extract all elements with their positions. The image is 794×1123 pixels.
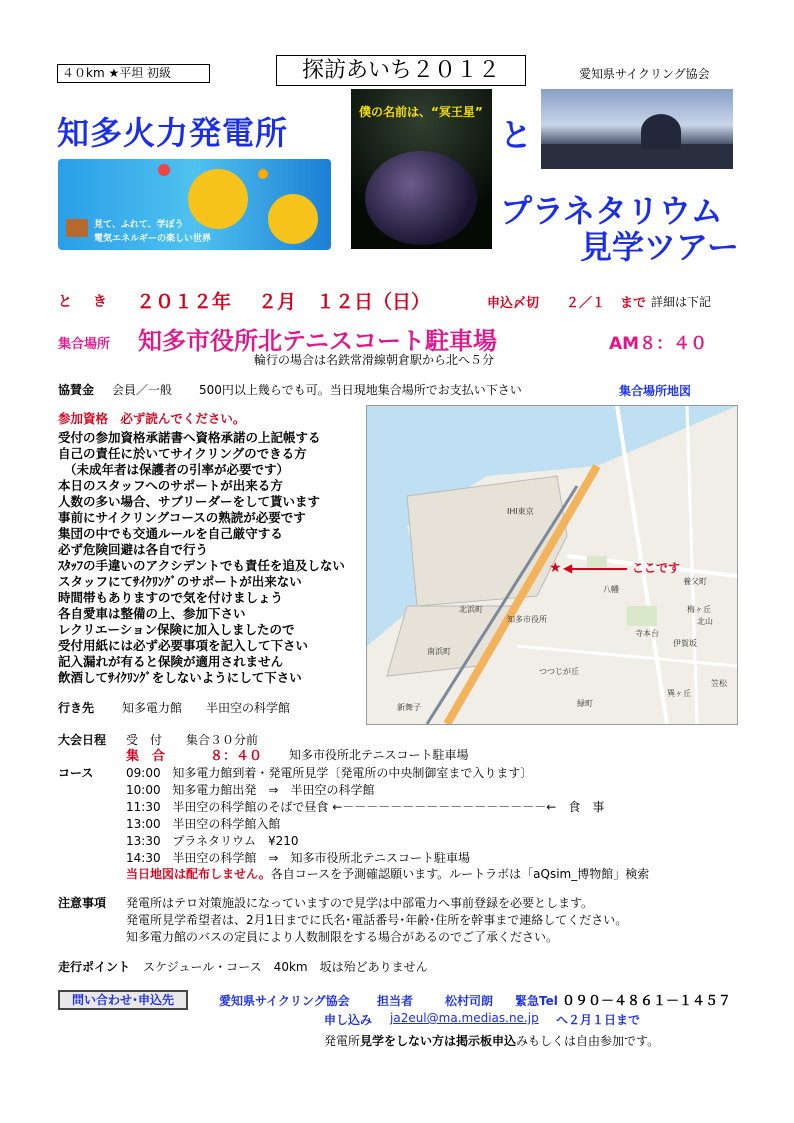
schedule-text: 知多電力館出発 ⇒ 半田空の科学館 bbox=[172, 783, 375, 797]
map-label: 南浜町 bbox=[427, 647, 451, 656]
rule-item: 自己の責任に於いてサイクリングのできる方 bbox=[58, 446, 307, 461]
footer-note bbox=[324, 1032, 659, 1049]
arrow-head-icon: ◀ bbox=[563, 561, 573, 575]
rule-item: 人数の多い場合、サブリーダーをして貰います bbox=[58, 494, 321, 509]
map-label: 巽ヶ丘 bbox=[667, 689, 691, 698]
gather-time: ８：４０ bbox=[210, 749, 263, 764]
deadline-detail: 詳細は下記 bbox=[651, 295, 712, 309]
rule-item: 飲酒してｻｲｸﾘﾝｸﾞをしないようにして下さい bbox=[58, 670, 302, 685]
course-label: コース bbox=[58, 766, 94, 780]
destination-text: 知多電力館 半田空の科学館 bbox=[122, 701, 291, 715]
schedule-time: 09:00 bbox=[126, 766, 161, 780]
contact-tel: ０９０－４８６１－１４５７ bbox=[562, 994, 732, 1009]
schedule-reception: 受 付 集合３０分前 bbox=[126, 733, 259, 747]
schedule-row bbox=[126, 781, 374, 798]
meeting-note: 輪行の場合は名鉄常滑線朝倉駅から北へ５分 bbox=[254, 353, 495, 367]
footer-text: 発電所 bbox=[324, 1034, 361, 1048]
series-title: 探訪あいち２０１２ bbox=[276, 55, 526, 86]
notes-label: 注意事項 bbox=[58, 896, 107, 910]
rule-item: 集団の中でも交通ルールを自己厳守する bbox=[58, 526, 283, 541]
date-day: １２日（日） bbox=[316, 291, 431, 313]
schedule-row bbox=[126, 764, 532, 781]
schedule-text: 半田空の科学館入館 bbox=[172, 817, 281, 831]
deadline-date: ２／１ bbox=[566, 296, 606, 311]
map-label: 伊賀坂 bbox=[673, 639, 697, 648]
rule-item: 受付用紙には必ず必要事項を記入して下さい bbox=[58, 638, 309, 653]
notes-line: 知多電力館のバスの定員により人数制限をする場合があるのでご了承ください。 bbox=[126, 930, 559, 944]
map-label: 梅ヶ丘 bbox=[687, 605, 711, 614]
rules-heading: 参加資格 bbox=[58, 411, 109, 426]
meeting-label: 集合場所 bbox=[58, 337, 111, 352]
banner-caption: 電気エネルギーの楽しい世界 bbox=[94, 234, 212, 244]
map-label: 新舞子 bbox=[397, 703, 421, 712]
deadline-until: まで bbox=[620, 296, 647, 311]
course-tag: ４０km ★平坦 初級 bbox=[57, 64, 210, 83]
rule-item: レクリエーション保険に加入しましたので bbox=[58, 622, 295, 637]
contact-person-label: 担当者 bbox=[377, 994, 414, 1008]
map-notice-warning: 当日地図は配布しません。 bbox=[126, 867, 271, 881]
rule-item: 必ず危険回避は各自で行う bbox=[58, 542, 209, 557]
marker-arrow bbox=[567, 568, 627, 570]
notes-line: 発電所はテロ対策施設になっていますので見学は中部電力へ事前登録を必要とします。 bbox=[126, 896, 594, 910]
schedule-row bbox=[126, 832, 298, 849]
map-label: 八幡 bbox=[603, 585, 619, 594]
schedule-time: 13:00 bbox=[126, 817, 161, 831]
mascot-shape bbox=[188, 169, 248, 229]
map-label: 北山 bbox=[697, 617, 713, 626]
contact-org: 愛知県サイクリング協会 bbox=[219, 994, 350, 1008]
destination-label: 行き先 bbox=[58, 701, 95, 715]
notes-line: 発電所見学希望者は、2月1日までに氏名･電話番号･年齢･住所を幹事まで連絡してください。 bbox=[126, 913, 628, 927]
footer-text-bold: 見学をしない方は掲示板申込 bbox=[360, 1034, 517, 1048]
schedule-text: プラネタリウム ¥210 bbox=[172, 834, 299, 848]
map-label: 知多市役所 bbox=[507, 615, 547, 624]
apply-deadline: へ２月１日まで bbox=[556, 1013, 641, 1027]
schedule-time: 13:30 bbox=[126, 834, 161, 848]
gather-label: 集 合 bbox=[126, 749, 166, 764]
schedule-row bbox=[126, 798, 604, 815]
rule-item: スタッフにてｻｲｸﾘﾝｸﾞのサポートが出来ない bbox=[58, 574, 302, 589]
rule-item: （未成年者は保護者の引率が必要です） bbox=[64, 462, 290, 477]
pluto-image bbox=[351, 89, 492, 249]
fee-text: 会員／一般 bbox=[112, 383, 173, 397]
schedule-time: 14:30 bbox=[126, 851, 161, 865]
map-label: IHI東京 bbox=[507, 507, 534, 516]
map-notice bbox=[126, 865, 649, 882]
title-connector: と bbox=[500, 116, 533, 154]
points-text: スケジュール・コース 40km 坂は殆どありません bbox=[143, 960, 428, 974]
date-year: ２０１２年 bbox=[136, 291, 232, 313]
main-title-right-2: 見学ツアー bbox=[580, 228, 740, 266]
banner-caption: 見て、ふれて、学ぼう bbox=[94, 220, 184, 230]
schedule-time: 11:30 bbox=[126, 800, 161, 814]
rule-item: 各自愛車は整備の上、参加下さい bbox=[58, 606, 246, 621]
contact-person: 松村司朗 bbox=[445, 994, 494, 1008]
fee-label: 協賛金 bbox=[58, 383, 95, 397]
schedule-text: 半田空の科学館 ⇒ 知多市役所北テニスコート駐車場 bbox=[172, 851, 470, 865]
planet-caption: 僕の名前は、“冥王星” bbox=[359, 105, 483, 119]
schedule-text: 知多電力館到着・発電所見学〔発電所の中央制御室まで入ります〕 bbox=[172, 766, 533, 780]
rule-item: 時間帯もありますので気を付けましょう bbox=[58, 590, 284, 605]
organizer: 愛知県サイクリング協会 bbox=[579, 67, 710, 81]
map-label: 養父町 bbox=[683, 577, 707, 586]
planetarium-image bbox=[541, 89, 733, 169]
contact-label: 問い合わせ･申込先 bbox=[58, 990, 188, 1010]
meeting-time: AM８：４０ bbox=[609, 334, 708, 354]
rule-item: 記入漏れが有ると保険が適用されません bbox=[58, 654, 284, 669]
map-label: 緑町 bbox=[577, 699, 593, 708]
schedule-time: 10:00 bbox=[126, 783, 161, 797]
map-label: 笠松 bbox=[711, 679, 727, 688]
rule-item: 受付の参加資格承諾書へ資格承諾の上記帳する bbox=[58, 430, 321, 445]
apply-label: 申し込み bbox=[324, 1013, 373, 1027]
projector-shape bbox=[641, 114, 681, 149]
date-label: と き bbox=[58, 294, 115, 310]
mascot-shape bbox=[268, 194, 318, 244]
rules-heading-note: 必ず読んでください。 bbox=[120, 411, 246, 426]
footer-text: みもしくは自由参加です。 bbox=[516, 1034, 660, 1048]
planet-sphere bbox=[365, 151, 477, 245]
schedule-row bbox=[126, 815, 280, 832]
main-title-right-1: プラネタリウム bbox=[500, 192, 723, 230]
rule-item: ｽﾀｯﾌの手違いのアクシデントでも責任を追及しない bbox=[58, 558, 345, 573]
map-label: 集合場所地図 bbox=[619, 384, 692, 398]
rule-item: 事前にサイクリングコースの熟読が必要です bbox=[58, 510, 306, 525]
map-label: 北浜町 bbox=[459, 605, 483, 614]
contact-email[interactable]: ja2eul@ma.medias.ne.jp bbox=[390, 1011, 539, 1025]
meeting-star-icon: ★ bbox=[549, 560, 562, 576]
map-marker-label: ここです bbox=[632, 561, 681, 575]
schedule-label: 大会日程 bbox=[58, 733, 107, 747]
main-title-left: 知多火力発電所 bbox=[57, 114, 289, 152]
fee-amount: 500円以上幾らでも可。当日現地集合場所でお支払い下さい bbox=[199, 383, 522, 397]
energy-banner-image bbox=[58, 159, 331, 250]
map-notice-text: 各自コースを予測確認願います。ルートラボは「aQsim_博物館」検索 bbox=[270, 867, 650, 881]
meeting-place: 知多市役所北テニスコート駐車場 bbox=[138, 327, 498, 355]
deadline-label: 申込〆切 bbox=[487, 296, 540, 311]
schedule-row bbox=[126, 849, 470, 866]
rule-item: 本日のスタッフへのサポートが出来る方 bbox=[58, 478, 283, 493]
contact-tel-label: 緊急Tel bbox=[515, 994, 558, 1008]
points-label: 走行ポイント bbox=[58, 960, 131, 974]
meeting-place-map[interactable] bbox=[366, 405, 738, 725]
schedule-text: 半田空の科学館のそばで昼食 ←－－－－－－－－－－－－－－－－－← 食 事 bbox=[172, 800, 605, 814]
date-month: ２月 bbox=[258, 291, 297, 313]
map-label: 寺本台 bbox=[635, 629, 659, 638]
gather-place: 知多市役所北テニスコート駐車場 bbox=[289, 748, 469, 762]
map-label: つつじが丘 bbox=[539, 667, 579, 676]
